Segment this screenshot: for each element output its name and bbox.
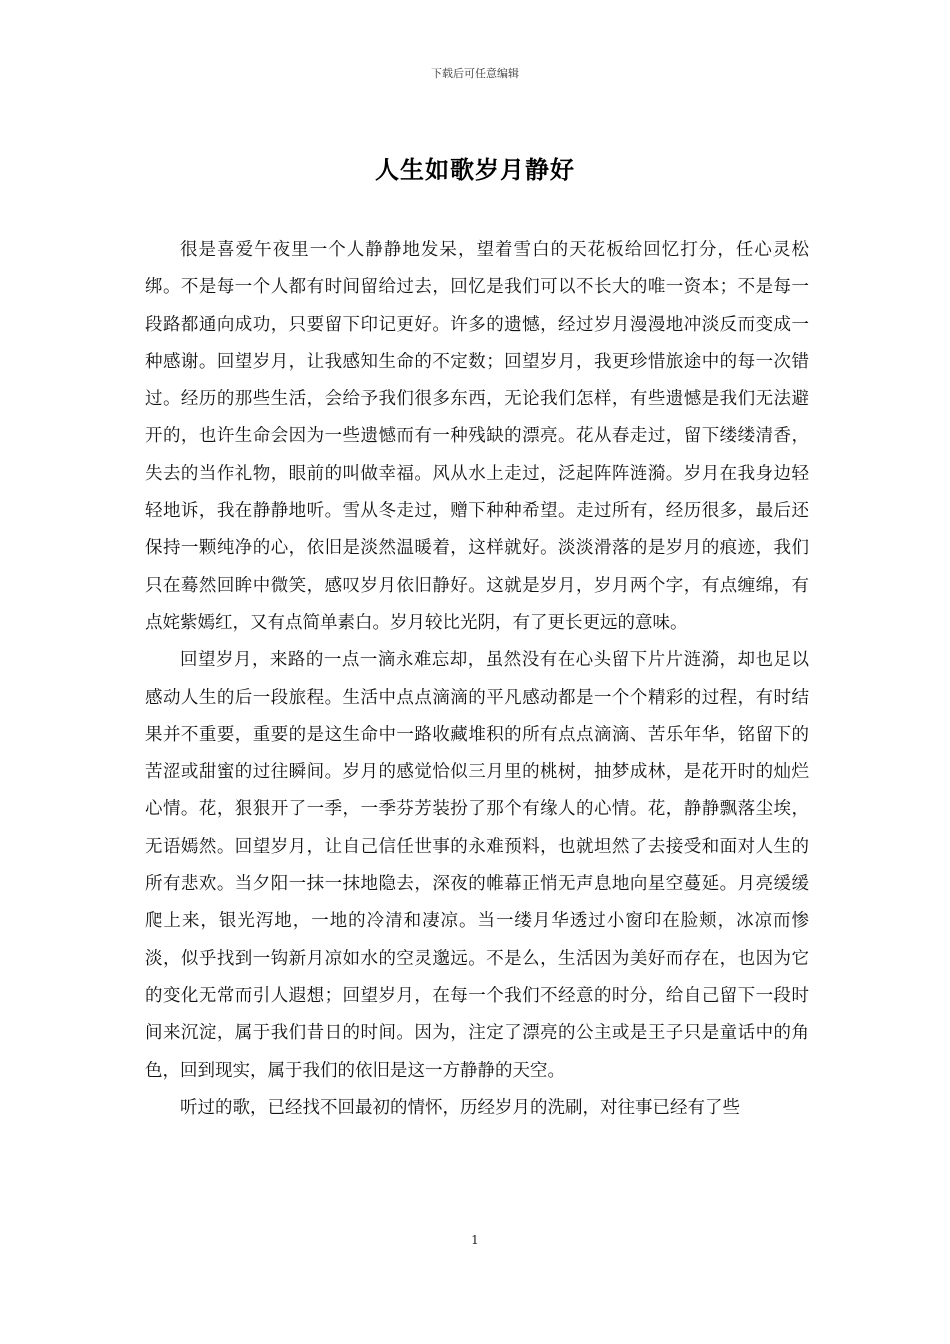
document-body bbox=[145, 232, 809, 1127]
paragraph: 听过的歌，已经找不回最初的情怀，历经岁月的洗刷，对往事已经有了些 bbox=[180, 1097, 740, 1118]
paragraph: 回望岁月，来路的一点一滴永难忘却，虽然没有在心头留下片片涟漪，却也足以感动人生的后一段旅程。生活中点点滴滴的平凡感动都是一个个精彩的过程，有时结果并不重要，重要的是这生命中一路收藏堆积的所有点点滴滴、苦乐年华，铭留下的苦涩或甜蜜的过往瞬间。岁月的感觉恰似三月里的桃树，抽梦成林，是花开时的灿烂心情。花，狠狠开了一季，一季芬芳装扮了那个有缘人的心情。花，静静飘落尘埃，无语嫣然。回望岁月，让自己信任世事的永难预料，也就坦然了去接受和面对人生的所有悲欢。当夕阳一抹一抹地隐去，深夜的帷幕正悄无声息地向星空蔓延。月亮缓缓爬上来，银光泻地，一地的冷清和凄凉。当一缕月华透过小窗印在脸颊，冰凉而惨淡，似乎找到一钩新月凉如水的空灵邈远。不是么，生活因为美好而存在，也因为它的变化无常而引人遐想；回望岁月，在每一个我们不经意的时分，给自己留下一段时间来沉淀，属于我们昔日的时间。因为，注定了漂亮的公主或是王子只是童话中的角色，回到现实，属于我们的依旧是这一方静静的天空。 bbox=[145, 650, 809, 1081]
page-header: 下载后可任意编辑 bbox=[431, 67, 519, 80]
document-title: 人生如歌岁月静好 bbox=[375, 155, 575, 184]
page-number: 1 bbox=[471, 1233, 479, 1247]
paragraph: 很是喜爱午夜里一个人静静地发呆，望着雪白的天花板给回忆打分，任心灵松绑。不是每一个人都有时间留给过去，回忆是我们可以不长大的唯一资本；不是每一段路都通向成功，只要留下印记更好。许多的遗憾，经过岁月漫漫地冲淡反而变成一种感谢。回望岁月，让我感知生命的不定数；回望岁月，我更珍惜旅途中的每一次错过。经历的那些生活，会给予我们很多东西，无论我们怎样，有些遗憾是我们无法避开的，也许生命会因为一些遗憾而有一种残缺的漂亮。花从春走过，留下缕缕清香，失去的当作礼物，眼前的叫做幸福。风从水上走过，泛起阵阵涟漪。岁月在我身边轻轻地诉，我在静静地听。雪从冬走过，赠下种种希望。走过所有，经历很多，最后还保持一颗纯净的心，依旧是淡然温暖着，这样就好。淡淡滑落的是岁月的痕迹，我们只在蓦然回眸中微笑，感叹岁月依旧静好。这就是岁月，岁月两个字，有点缠绵，有点姹紫嫣红，又有点简单素白。岁月较比光阴，有了更长更远的意味。 bbox=[145, 240, 809, 633]
